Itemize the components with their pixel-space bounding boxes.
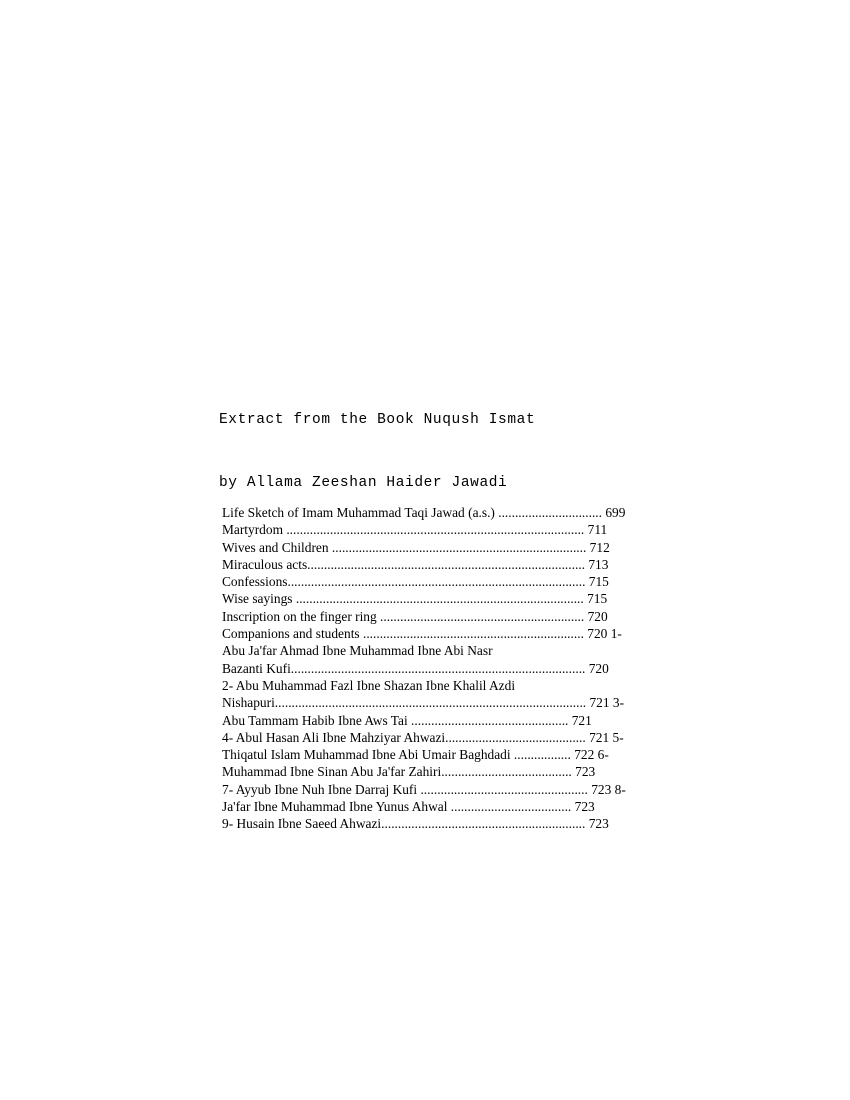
toc-entry: Muhammad Ibne Sinan Abu Ja'far Zahiri....................................... 723	[222, 764, 596, 780]
toc-entry: Inscription on the finger ring ............................................................. 720	[222, 608, 608, 624]
table-of-contents	[222, 504, 692, 833]
toc-entry: 2- Abu Muhammad Fazl Ibne Shazan Ibne Khalil Azdi	[222, 677, 516, 693]
toc-entry: Thiqatul Islam Muhammad Ibne Abi Umair Baghdadi ................. 722 6-	[222, 747, 609, 763]
toc-entry: Bazanti Kufi........................................................................................ 720	[222, 660, 609, 676]
toc-entry: 7- Ayyub Ibne Nuh Ibne Darraj Kufi .................................................. 723 8-	[222, 781, 626, 797]
toc-entry: 4- Abul Hasan Ali Ibne Mahziyar Ahwazi.......................................... 721 5-	[222, 729, 624, 745]
toc-entry: Companions and students .................................................................. 720 1-	[222, 626, 622, 642]
toc-entry: Life Sketch of Imam Muhammad Taqi Jawad (a.s.) ............................... 699	[222, 505, 626, 520]
title-line-book: Extract from the Book Nuqush Ismat	[219, 412, 536, 428]
toc-entry: Wise sayings ...................................................................................... 715	[222, 591, 608, 607]
title-line-author: by Allama Zeeshan Haider Jawadi	[219, 475, 508, 491]
toc-entry: Ja'far Ibne Muhammad Ibne Yunus Ahwal .................................... 723	[222, 799, 595, 815]
document-title-block	[219, 368, 535, 515]
toc-entry: Abu Tammam Habib Ibne Aws Tai ............................................... 721	[222, 712, 592, 728]
toc-entry: Nishapuri............................................................................................. 721 3-	[222, 695, 625, 711]
toc-entry: Confessions......................................................................................... 715	[222, 574, 609, 590]
toc-entry: Martyrdom ......................................................................................... 711	[222, 522, 608, 538]
toc-entry: Miraculous acts................................................................................... 713	[222, 556, 609, 572]
toc-entry: Abu Ja'far Ahmad Ibne Muhammad Ibne Abi Nasr	[222, 643, 493, 659]
toc-entry: Wives and Children ............................................................................ 712	[222, 539, 610, 555]
toc-entry: 9- Husain Ibne Saeed Ahwazi............................................................. 723	[222, 816, 609, 832]
